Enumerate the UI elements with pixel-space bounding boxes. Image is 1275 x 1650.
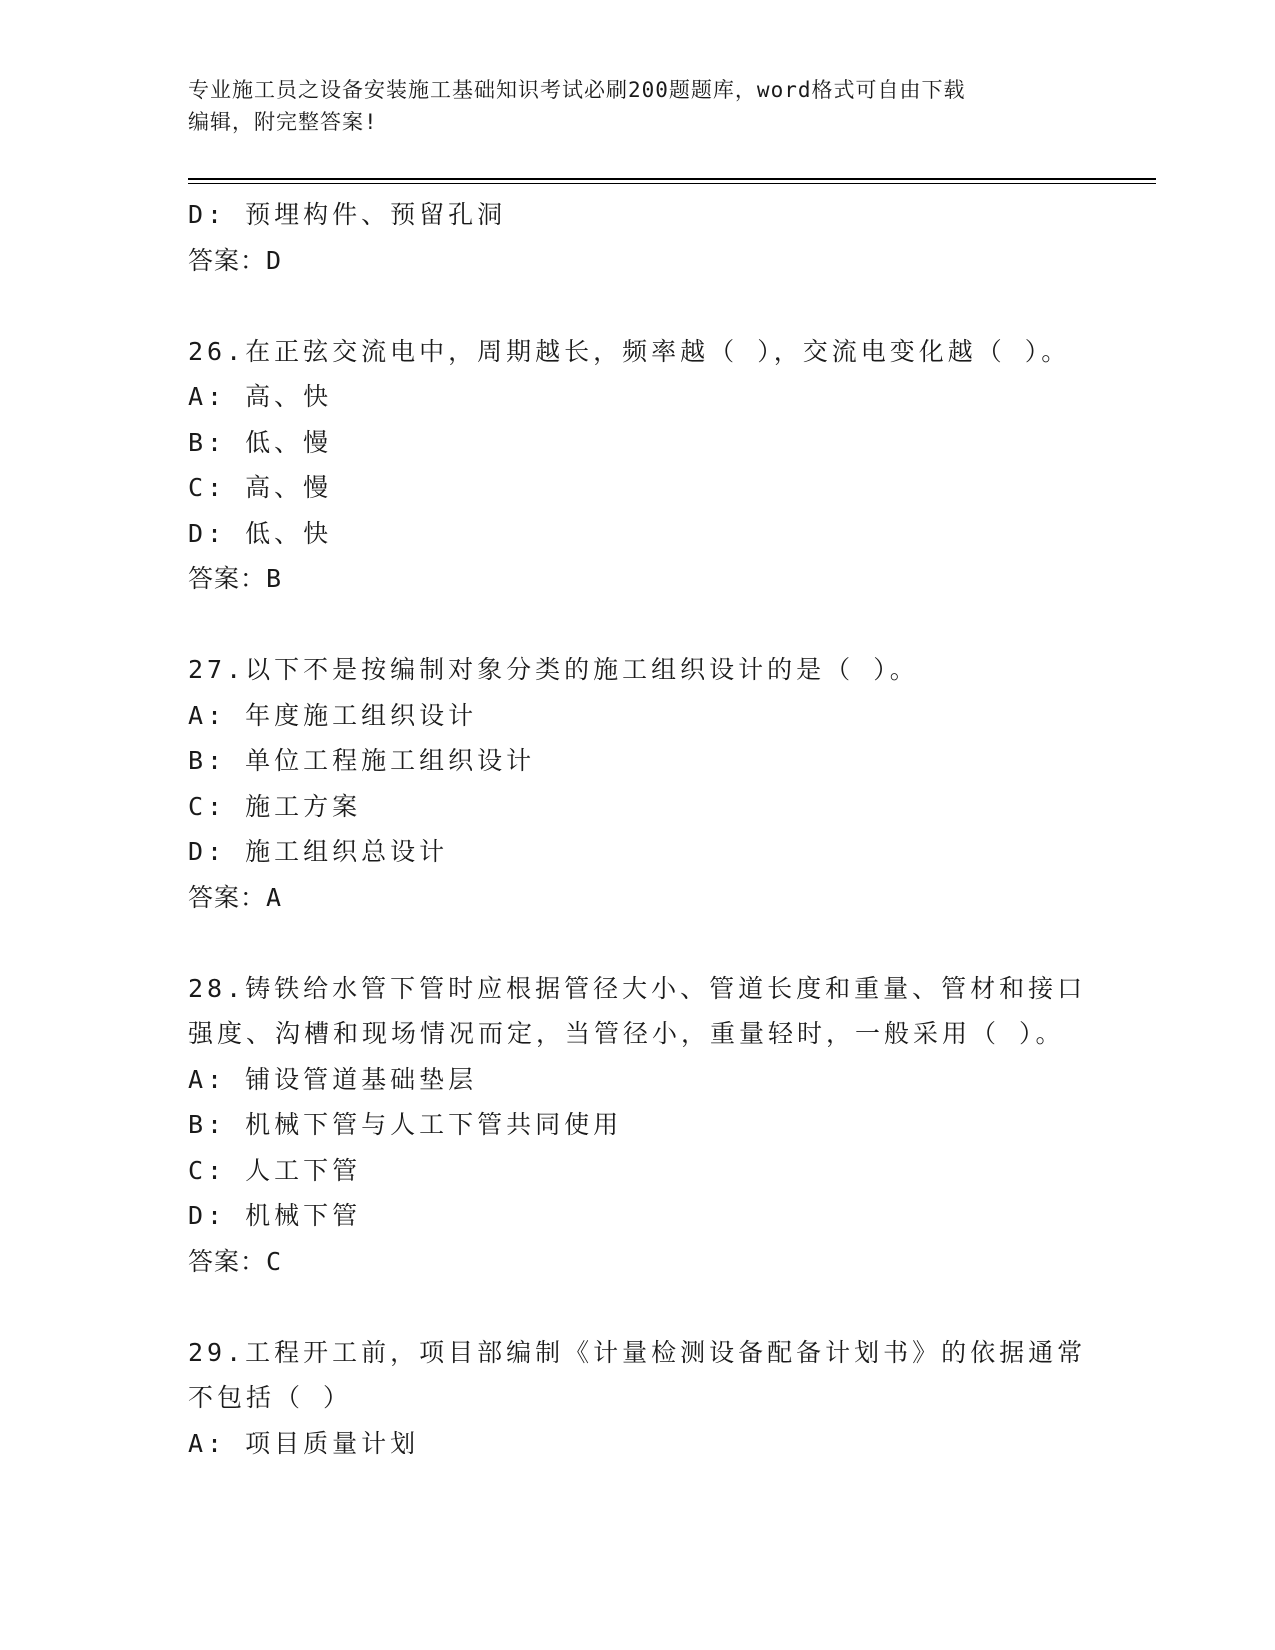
question-text: 27.以下不是按编制对象分类的施工组织设计的是（ ）。 — [188, 655, 919, 684]
option-c: C: 施工方案 — [188, 791, 362, 821]
document-body — [188, 192, 1088, 1466]
option-d: D: 低、快 — [188, 518, 333, 548]
option-b: B: 机械下管与人工下管共同使用 — [188, 1110, 623, 1139]
answer: 答案：C — [188, 1246, 283, 1276]
answer: 答案：D — [188, 245, 283, 275]
option-d: D: 机械下管 — [188, 1201, 362, 1230]
option-a: A: 年度施工组织设计 — [188, 700, 478, 730]
question-29 — [188, 1330, 1088, 1467]
option-a: A: 项目质量计划 — [188, 1428, 420, 1458]
option-d: D: 施工组织总设计 — [188, 837, 449, 866]
header-divider-thin — [188, 183, 1156, 184]
answer: 答案：A — [188, 882, 283, 912]
question-text-line-1: 29.工程开工前，项目部编制《计量检测设备配备计划书》的依据通常 — [188, 1337, 1087, 1367]
option-d: D: 预埋构件、预留孔洞 — [188, 200, 507, 229]
option-c: C: 人工下管 — [188, 1155, 362, 1185]
header-divider-thick — [188, 178, 1156, 180]
option-c: C: 高、慢 — [188, 473, 333, 502]
question-text-line-2: 强度、沟槽和现场情况而定，当管径小，重量轻时，一般采用（ ）。 — [188, 1019, 1065, 1048]
question-text-line-1: 28.铸铁给水管下管时应根据管径大小、管道长度和重量、管材和接口 — [188, 973, 1087, 1003]
document-header — [188, 74, 1088, 138]
header-line-1: 专业施工员之设备安装施工基础知识考试必刷200题题库，word格式可自由下载 — [188, 78, 966, 102]
option-a: A: 铺设管道基础垫层 — [188, 1064, 478, 1094]
option-b: B: 低、慢 — [188, 427, 333, 457]
question-27 — [188, 647, 1088, 920]
question-28 — [188, 966, 1088, 1285]
question-text: 26.在正弦交流电中，周期越长，频率越（ ），交流电变化越（ ）。 — [188, 336, 1071, 366]
question-26 — [188, 329, 1088, 602]
option-a: A: 高、快 — [188, 382, 333, 411]
option-b: B: 单位工程施工组织设计 — [188, 746, 536, 775]
answer: 答案：B — [188, 564, 283, 593]
header-line-2: 编辑，附完整答案! — [188, 110, 378, 134]
question-text-line-2: 不包括（ ） — [188, 1383, 353, 1412]
